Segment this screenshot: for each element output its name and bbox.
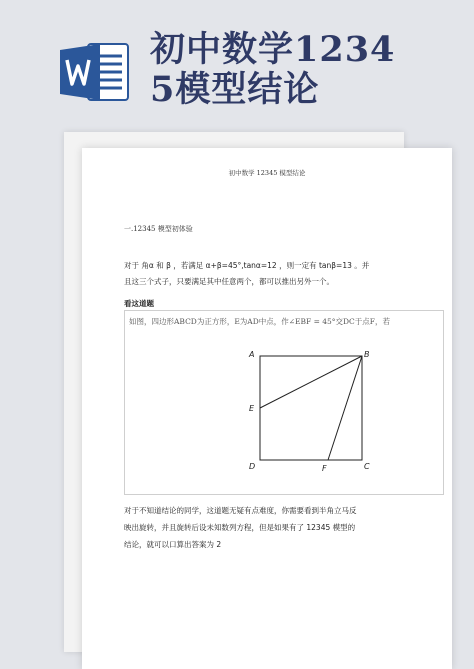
label-a: A: [249, 350, 255, 359]
document-page: [82, 148, 452, 669]
label-d: D: [249, 462, 256, 471]
word-document-icon: [58, 42, 132, 102]
label-f: F: [322, 464, 327, 473]
label-c: C: [364, 462, 370, 471]
intro-line-2: 且这三个式子，只要满足其中任意两个，都可以推出另外一个。: [124, 277, 334, 286]
section-title: 一.12345 模型初体验: [124, 225, 193, 233]
title-line-2: 5模型结论: [150, 69, 320, 110]
square-abcd: [260, 356, 362, 460]
example-heading: 看这道题: [124, 299, 154, 308]
document-header: 初中数学 12345 模型结论: [228, 169, 306, 177]
problem-statement: 如图，四边形ABCD为正方形，E为AD中点，作∠EBF = 45°交DC于点F，若: [129, 317, 390, 326]
page-title: [150, 30, 460, 110]
intro-line-1: 对于 角α 和 β ，若满足 α+β=45°,tanα=12 ，则一定有 tanβ=13 。并: [124, 261, 370, 270]
conclusion-line-3: 结论，就可以口算出答案为 2: [124, 540, 222, 549]
problem-box: [124, 310, 444, 495]
label-e: E: [249, 404, 255, 413]
title-line-1: 初中数学1234: [150, 29, 396, 70]
segment-be: [260, 356, 362, 408]
segment-bf: [328, 356, 362, 460]
conclusion-line-2: 映出旋转，并且旋转后设未知数列方程，但是如果有了 12345 模型的: [124, 523, 356, 532]
banner: [0, 0, 474, 130]
label-b: B: [364, 350, 370, 359]
geometry-figure: [125, 311, 443, 494]
conclusion-line-1: 对于不知道结论的同学，这道题无疑有点难度，你需要看到半角立马反: [124, 506, 357, 515]
